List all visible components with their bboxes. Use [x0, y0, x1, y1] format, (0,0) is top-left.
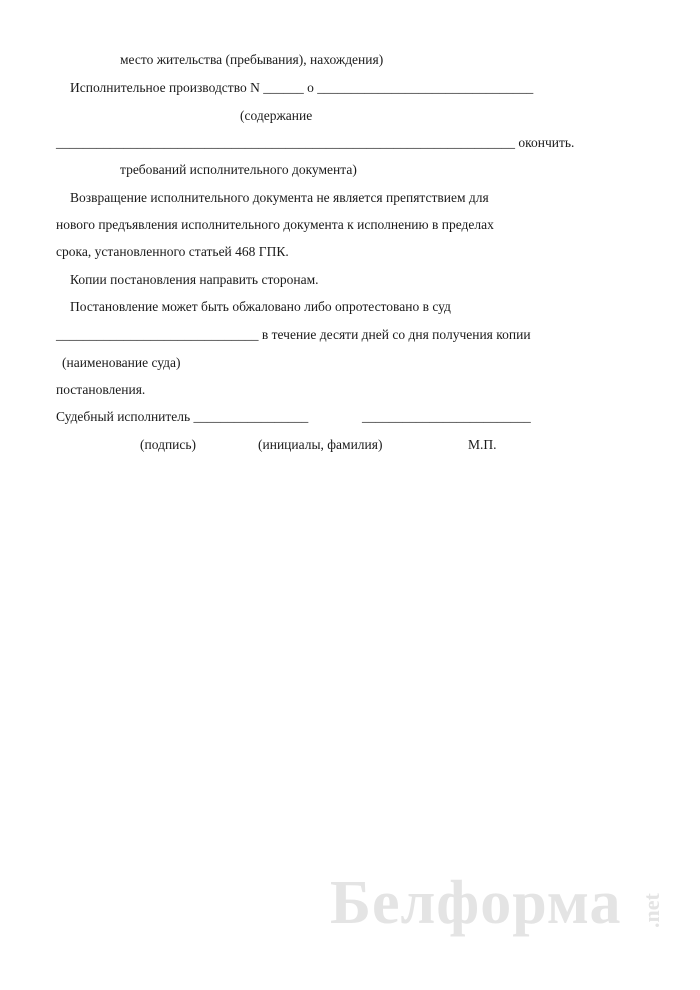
copies-paragraph: Копии постановления направить сторонам. — [70, 272, 319, 287]
return-paragraph-line-3: срока, установленного статьей 468 ГПК. — [56, 244, 289, 259]
signature-caption: (подпись) — [140, 437, 197, 452]
enforcement-proceeding-line: Исполнительное производство N ______ о ________________________________ — [70, 80, 534, 95]
name-blank-line: _________________________ — [362, 409, 531, 424]
appeal-paragraph-line-3: постановления. — [56, 382, 146, 397]
address-caption-line: место жительства (пребывания), нахождения) — [120, 52, 384, 67]
court-name-caption: (наименование суда) — [62, 355, 181, 370]
appeal-paragraph-line-1: Постановление может быть обжаловано либо опротестовано в суд — [70, 299, 451, 314]
initials-surname-caption: (инициалы, фамилия) — [258, 437, 383, 452]
belforma-watermark-suffix: .net — [639, 893, 664, 928]
belforma-watermark: Белформа — [330, 869, 622, 937]
seal-place-caption: М.П. — [468, 437, 497, 452]
content-caption-line: (содержание — [240, 108, 313, 123]
bailiff-signature-line: Судебный исполнитель _________________ — [56, 409, 309, 424]
return-paragraph-line-2: нового предъявления исполнительного документа к исполнению в пределах — [56, 217, 494, 232]
requirements-caption-line: требований исполнительного документа) — [120, 162, 357, 177]
terminate-line: ____________________________________________________________________ окончить. — [56, 135, 575, 150]
return-paragraph-line-1: Возвращение исполнительного документа не является препятствием для — [70, 190, 489, 205]
appeal-paragraph-line-2: ______________________________ в течение десяти дней со дня получения копии — [56, 327, 531, 342]
